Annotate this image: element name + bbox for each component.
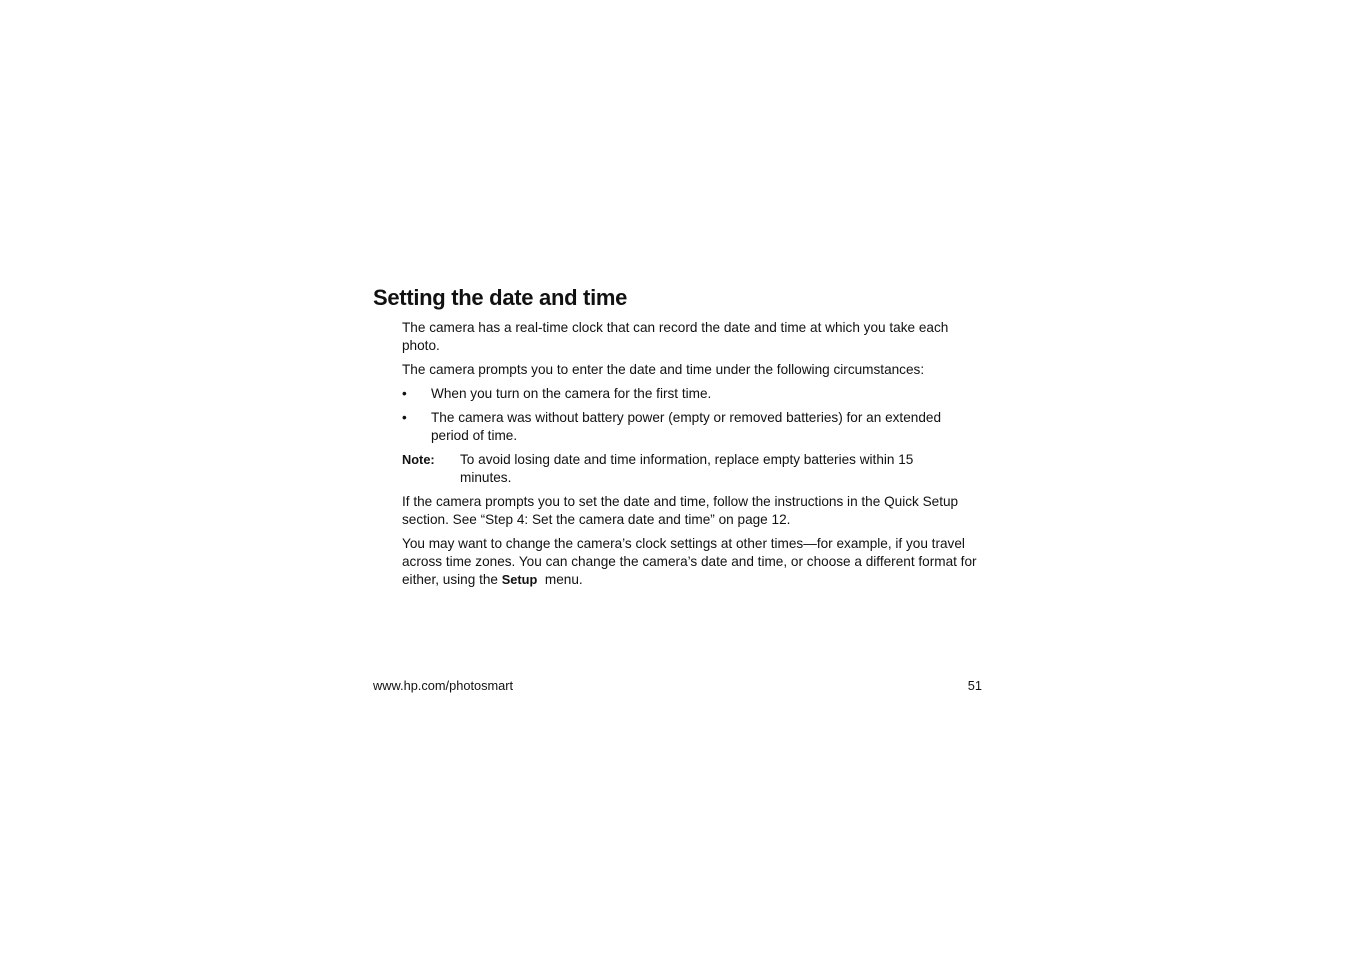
- circumstances-paragraph: The camera prompts you to enter the date and time under the following circumstances:: [402, 362, 925, 377]
- note-block: [402, 451, 982, 487]
- bullet-marker: •: [402, 386, 407, 401]
- list-item: [402, 409, 982, 445]
- clock-settings-text-end: menu.: [537, 572, 583, 587]
- bullet-marker: •: [402, 410, 407, 425]
- note-label: Note:: [402, 452, 435, 467]
- clock-settings-paragraph: [402, 535, 982, 589]
- section-heading: Setting the date and time: [373, 285, 628, 310]
- intro-paragraph: The camera has a real-time clock that can record the date and time at which you take each photo.: [402, 320, 949, 353]
- clock-settings-text: You may want to change the camera’s clock settings at other times—for example, if you travel across time zones. You can change the camera’s date and time, or choose a different format for either, using the: [402, 536, 977, 587]
- list-item-text: The camera was without battery power (empty or removed batteries) for an extended period of time.: [431, 410, 942, 443]
- quick-setup-paragraph: If the camera prompts you to set the date and time, follow the instructions in the Quick Setup section. See “Step 4: Set the camera date and time” on page 12.: [402, 494, 959, 527]
- list-item: [402, 385, 982, 403]
- list-item-text: When you turn on the camera for the first time.: [431, 386, 712, 401]
- note-text: To avoid losing date and time information, replace empty batteries within 15 minutes.: [460, 452, 914, 485]
- footer-url: www.hp.com/photosmart: [373, 678, 514, 693]
- page-number: 51: [967, 678, 982, 693]
- setup-menu-name: Setup: [501, 572, 538, 587]
- section-body: [402, 319, 982, 595]
